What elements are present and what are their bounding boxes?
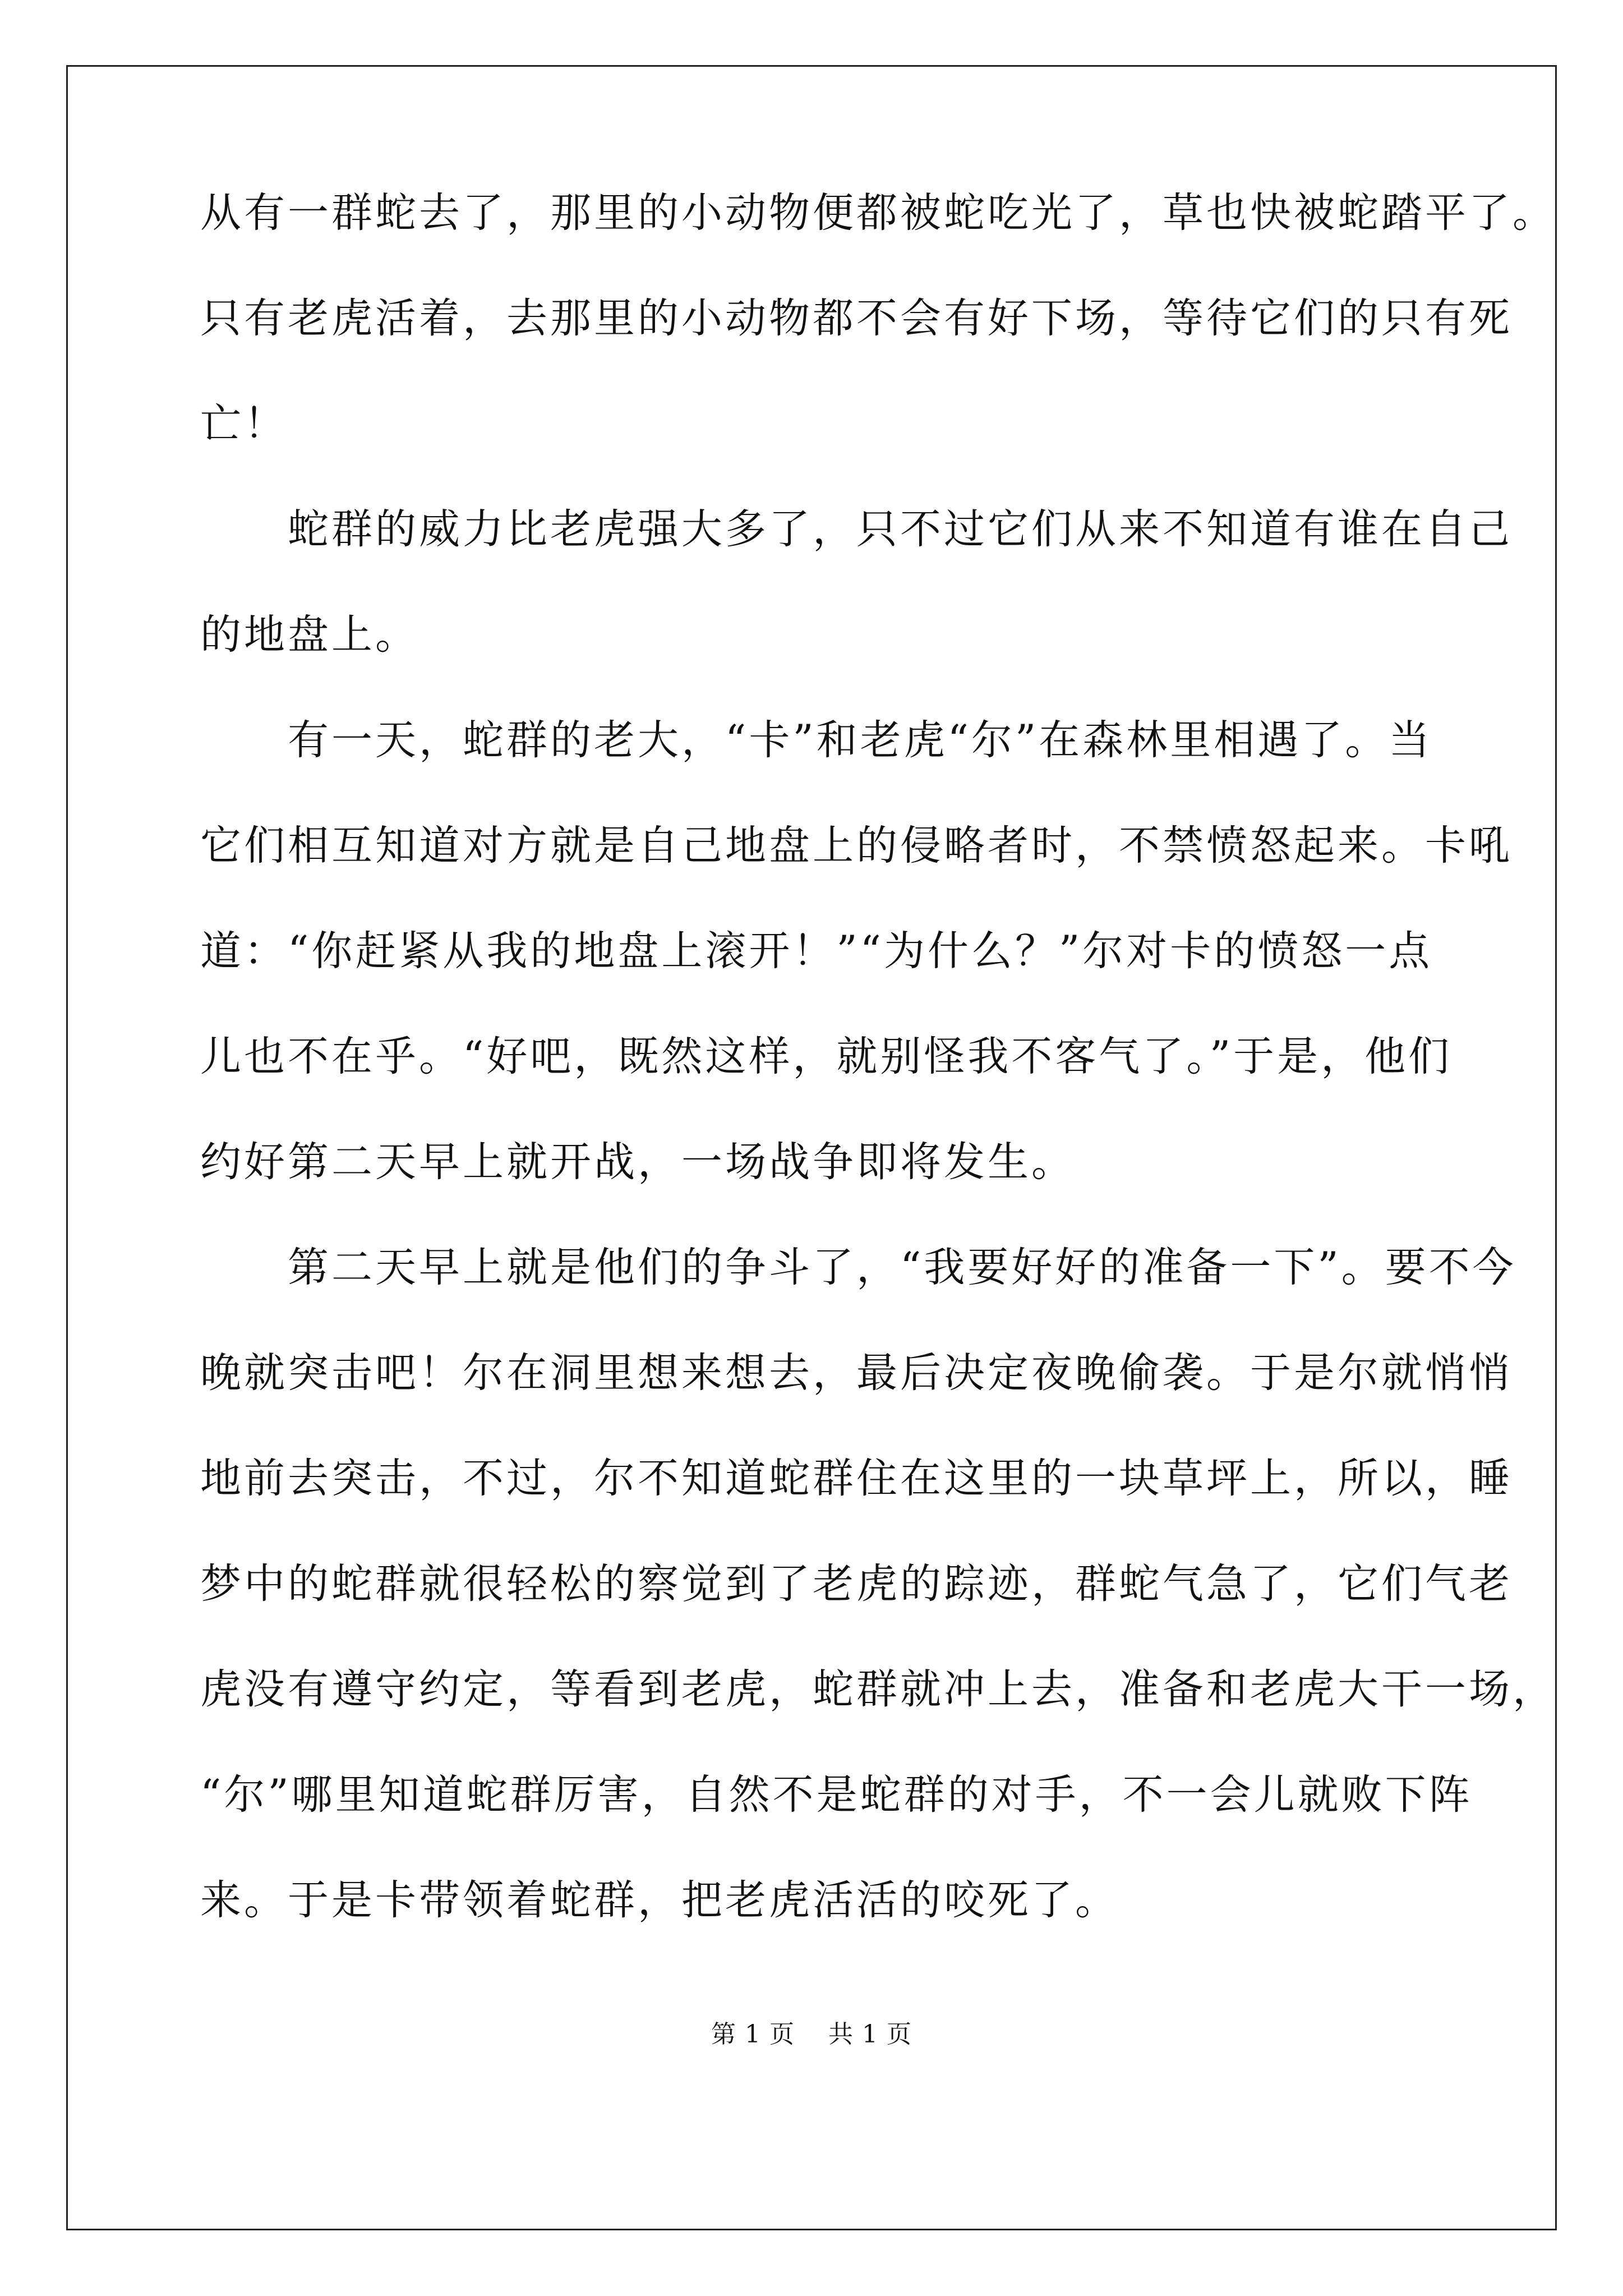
text-line: 道：“你赶紧从我的地盘上滚开！”“为什么？”尔对卡的愤怒一点 bbox=[200, 927, 1433, 975]
text-line: 只有老虎活着，去那里的小动物都不会有好下场，等待它们的只有死 bbox=[200, 295, 1513, 342]
text-line: 晚就突击吧！尔在洞里想来想去，最后决定夜晚偷袭。于是尔就悄悄 bbox=[200, 1349, 1513, 1397]
text-line: 第二天早上就是他们的争斗了，“我要好好的准备一下”。要不今 bbox=[200, 1244, 1516, 1291]
text-line: 地前去突击，不过，尔不知道蛇群住在这里的一块草坪上，所以，睡 bbox=[200, 1455, 1513, 1502]
text-line: “尔”哪里知道蛇群厉害，自然不是蛇群的对手，不一会儿就败下阵 bbox=[200, 1771, 1473, 1819]
text-line: 虎没有遵守约定，等看到老虎，蛇群就冲上去，准备和老虎大干一场， bbox=[200, 1665, 1556, 1713]
text-line: 从有一群蛇去了，那里的小动物便都被蛇吃光了，草也快被蛇踏平了。 bbox=[200, 189, 1556, 237]
text-line: 来。于是卡带领着蛇群，把老虎活活的咬死了。 bbox=[200, 1876, 1119, 1924]
text-line: 约好第二天早上就开战，一场战争即将发生。 bbox=[200, 1138, 1075, 1186]
text-line: 有一天，蛇群的老大，“卡”和老虎“尔”在森林里相遇了。当 bbox=[200, 716, 1433, 764]
text-line: 梦中的蛇群就很轻松的察觉到了老虎的踪迹，群蛇气急了，它们气老 bbox=[200, 1560, 1513, 1608]
text-line: 亡！ bbox=[200, 400, 288, 448]
text-line: 儿也不在乎。“好吧，既然这样，就别怪我不客气了。”于是，他们 bbox=[200, 1033, 1453, 1080]
text-line: 蛇群的威力比老虎强大多了，只不过它们从来不知道有谁在自己 bbox=[200, 505, 1513, 553]
text-line: 的地盘上。 bbox=[200, 611, 419, 659]
page-number-footer: 第 1 页 共 1 页 bbox=[711, 2020, 912, 2049]
text-line: 它们相互知道对方就是自己地盘上的侵略者时，不禁愤怒起来。卡吼 bbox=[200, 822, 1513, 869]
